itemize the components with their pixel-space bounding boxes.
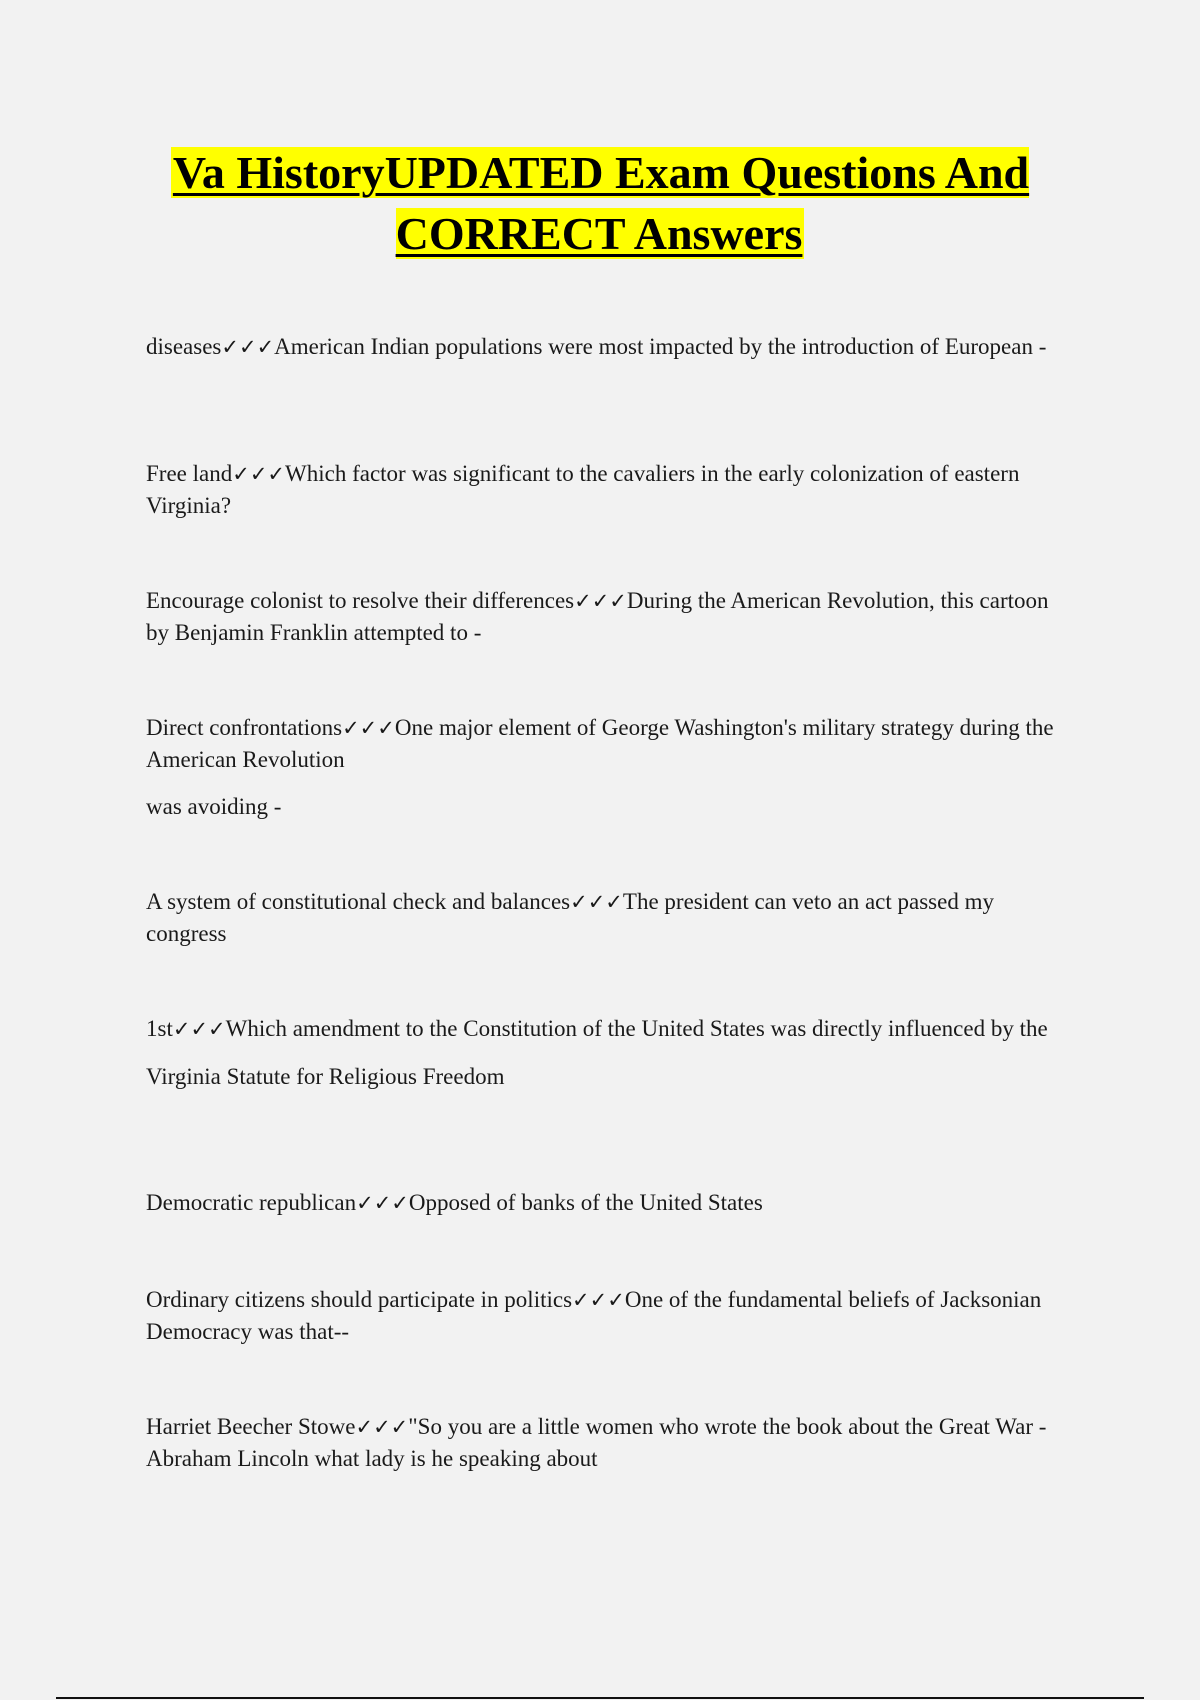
- question-continuation: Virginia Statute for Religious Freedom: [146, 1064, 505, 1089]
- question-continuation: was avoiding -: [146, 794, 282, 819]
- qa-item-4: [146, 712, 1066, 822]
- qa-item-2: [146, 458, 1066, 521]
- answer-text: Encourage colonist to resolve their differences: [146, 588, 575, 613]
- question-text: Which factor was significant to the cavaliers in the early colonization of eastern Virginia?: [146, 461, 1020, 518]
- question-text: "So you are a little women who wrote the book about the Great War - Abraham Lincoln what lady is he speaking about: [146, 1414, 1047, 1471]
- qa-text: [146, 458, 1066, 521]
- question-text: One major element of George Washington's military strategy during the American Revolution: [146, 715, 1054, 772]
- answer-text: Democratic republican: [146, 1190, 357, 1215]
- qa-text: [146, 1187, 1066, 1219]
- check-marks-icon: ✓✓✓: [355, 1415, 409, 1439]
- qa-item-9: [146, 1411, 1066, 1474]
- question-text: One of the fundamental beliefs of Jacksonian Democracy was that--: [146, 1287, 1042, 1344]
- question-text: American Indian populations were most impacted by the introduction of European -: [274, 334, 1047, 359]
- answer-text: 1st: [146, 1016, 173, 1041]
- check-marks-icon: ✓✓✓: [570, 890, 623, 914]
- qa-item-1: [146, 331, 1066, 363]
- question-text: Which amendment to the Constitution of the United States was directly influenced by the: [225, 1016, 1048, 1041]
- check-marks-icon: ✓✓✓: [356, 1191, 409, 1215]
- qa-text: [146, 1411, 1066, 1474]
- answer-text: A system of constitutional check and balances: [146, 889, 571, 914]
- qa-item-8: [146, 1284, 1066, 1347]
- qa-text: [146, 1284, 1066, 1347]
- check-marks-icon: ✓✓✓: [232, 462, 286, 486]
- check-marks-icon: ✓✓✓: [574, 589, 627, 613]
- answer-text: Free land: [146, 461, 233, 486]
- question-text: During the American Revolution, this cartoon by Benjamin Franklin attempted to -: [146, 588, 1049, 645]
- qa-text: [146, 331, 1066, 363]
- check-marks-icon: ✓✓✓: [572, 1288, 625, 1312]
- qa-item-7: [146, 1187, 1066, 1219]
- qa-item-5: [146, 886, 1066, 949]
- document-title: [140, 142, 1060, 264]
- answer-text: Harriet Beecher Stowe: [146, 1414, 356, 1439]
- check-marks-icon: ✓✓✓: [221, 335, 275, 359]
- qa-text: [146, 712, 1066, 775]
- answer-text: Ordinary citizens should participate in politics: [146, 1287, 573, 1312]
- title-highlight: Va HistoryUPDATED Exam Questions And CORRECT Answers: [172, 147, 1030, 259]
- footer-rule: [56, 1697, 1144, 1699]
- answer-text: Direct confrontations: [146, 715, 343, 740]
- qa-item-3: [146, 585, 1066, 648]
- check-marks-icon: ✓✓✓: [342, 716, 395, 740]
- question-text: Opposed of banks of the United States: [408, 1190, 763, 1215]
- qa-text: [146, 1013, 1066, 1045]
- check-marks-icon: ✓✓✓: [172, 1017, 226, 1041]
- qa-item-6: [146, 1013, 1066, 1092]
- qa-text: [146, 585, 1066, 648]
- answer-text: diseases: [146, 334, 222, 359]
- qa-text: [146, 886, 1066, 949]
- question-text: The president can veto an act passed my congress: [146, 889, 994, 946]
